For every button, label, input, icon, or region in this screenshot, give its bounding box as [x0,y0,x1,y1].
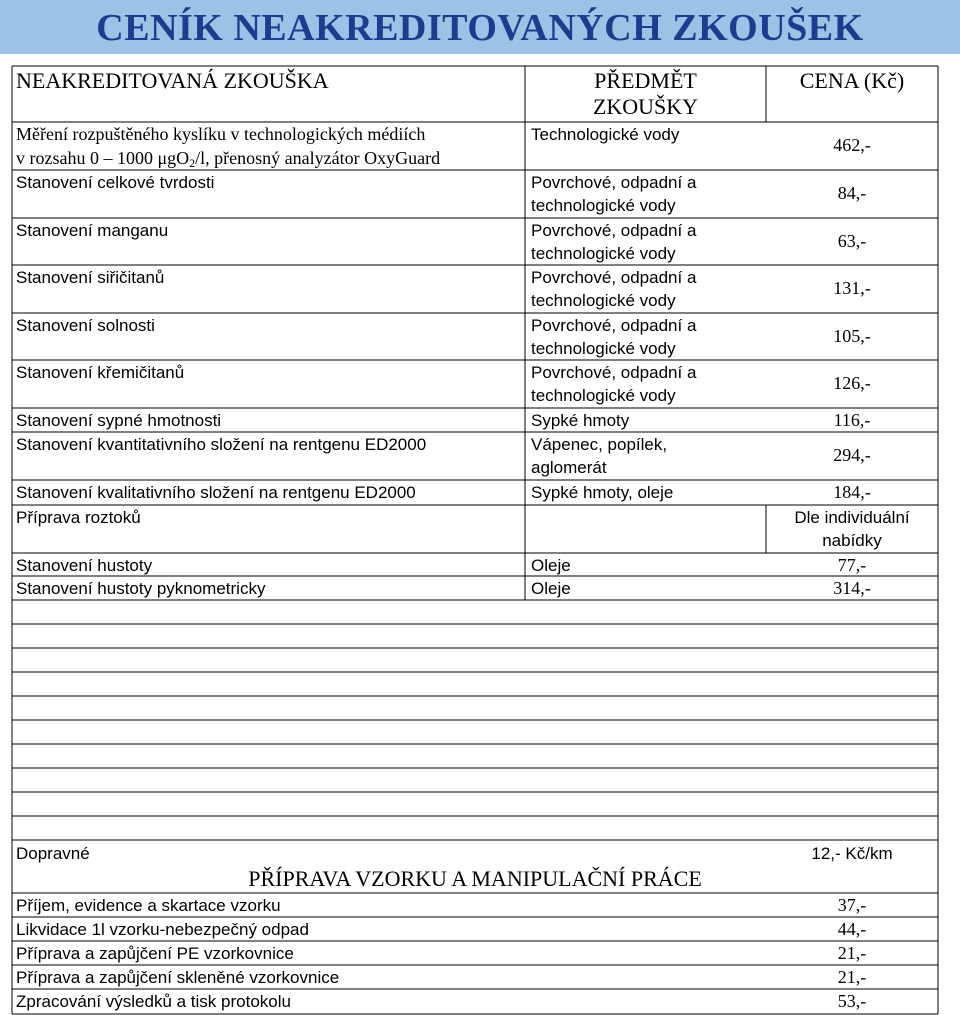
row-4-test: Stanovení solnosti [16,316,155,335]
row-6-test: Stanovení sypné hmotnosti [16,411,222,430]
row-7-subject-line2: aglomerát [531,458,607,477]
row-5-test: Stanovení křemičitanů [16,363,185,382]
header-subject-line1: PŘEDMĚT [594,68,697,93]
header-test: NEAKREDITOVANÁ ZKOUŠKA [16,68,329,93]
header-price: CENA (Kč) [799,68,905,93]
row-8-price: 184,- [833,482,871,502]
header-subject-line2: ZKOUŠKY [592,94,699,119]
row-0-test-line2: v rozsahu 0 – 1000 μgO$_2$/l, přenosný analyzátor OxyGuard [16,148,441,170]
row-11-price: 314,- [833,578,871,598]
row-3-subject-line2: technologické vody [531,291,676,310]
page-title: CENÍK NEAKREDITOVANÝCH ZKOUŠEK [96,7,864,49]
row-4-subject-line2: technologické vody [531,339,676,358]
section2-row-3-price: 21,- [837,967,867,987]
row-1-subject-line1: Povrchové, odpadní a [531,173,697,192]
section2-row-0-price: 37,- [837,895,867,915]
section2-row-1-label: Likvidace 1l vzorku-nebezpečný odpad [16,920,309,939]
row-3-subject-line1: Povrchové, odpadní a [531,268,697,287]
row-3-test: Stanovení siřičitanů [16,268,165,287]
row-6-subject: Sypké hmoty [531,411,630,430]
row-8-test: Stanovení kvalitativního složení na rentgenu ED2000 [16,483,416,502]
section2-title: PŘÍPRAVA VZORKU A MANIPULAČNÍ PRÁCE [248,866,702,891]
section2-row-3-label: Příprava a zapůjčení skleněné vzorkovnice [16,968,340,987]
section2-row-4-price: 53,- [837,991,867,1011]
row-8-subject: Sypké hmoty, oleje [531,483,674,502]
row-5-subject-line1: Povrchové, odpadní a [531,363,697,382]
row-11-subject: Oleje [531,579,571,598]
row-6-price: 116,- [833,410,871,430]
row-1-subject-line2: technologické vody [531,196,676,215]
row-9-price-line1: Dle individuální [794,508,910,527]
transport-price: 12,- Kč/km [811,844,893,863]
row-7-price: 294,- [833,445,871,465]
row-7-subject-line1: Vápenec, popílek, [531,435,668,454]
section2-row-1-price: 44,- [837,919,867,939]
row-10-subject: Oleje [531,556,571,575]
row-10-test: Stanovení hustoty [16,556,153,575]
row-5-price: 126,- [833,373,871,393]
section2-row-0-label: Příjem, evidence a skartace vzorku [16,896,281,915]
section2-row-4-label: Zpracování výsledků a tisk protokolu [16,992,291,1011]
row-4-subject-line1: Povrchové, odpadní a [531,316,697,335]
row-9-price-line2: nabídky [822,531,882,550]
row-2-test: Stanovení manganu [16,221,169,240]
row-0-test-line1: Měření rozpuštěného kyslíku v technologických médiích [16,124,426,144]
section2-row-2-label: Příprava a zapůjčení PE vzorkovnice [16,944,294,963]
row-7-test: Stanovení kvantitativního složení na rentgenu ED2000 [16,435,427,454]
row-10-price: 77,- [837,555,867,575]
row-2-subject-line1: Povrchové, odpadní a [531,221,697,240]
row-9-test: Příprava roztoků [16,508,141,527]
row-2-price: 63,- [837,231,867,251]
row-3-price: 131,- [833,278,871,298]
row-0-subject: Technologické vody [531,125,680,144]
row-1-test: Stanovení celkové tvrdosti [16,173,215,192]
section2-row-2-price: 21,- [837,943,867,963]
row-5-subject-line2: technologické vody [531,386,676,405]
row-2-subject-line2: technologické vody [531,244,676,263]
transport-label: Dopravné [16,844,90,863]
row-11-test: Stanovení hustoty pyknometricky [16,579,266,598]
row-1-price: 84,- [837,183,867,203]
row-4-price: 105,- [833,326,871,346]
row-0-price: 462,- [833,135,871,155]
